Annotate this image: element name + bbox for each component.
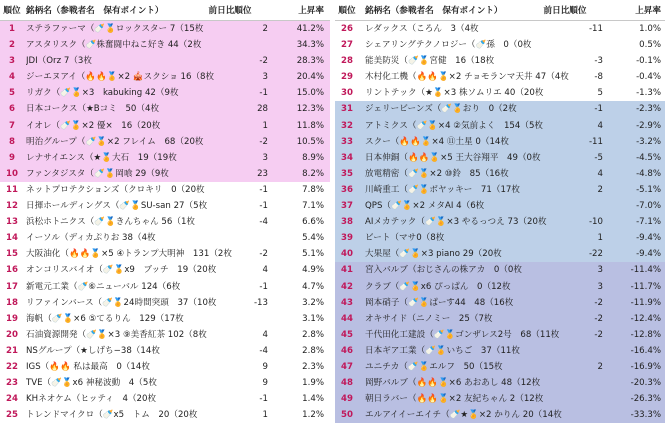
table-row	[335, 134, 665, 150]
stock-name-cell: 朝日ラバー（🔥🔥🏅×2 友紀ちゃん 2（12枚	[365, 394, 544, 405]
rank-cell: 10	[6, 168, 18, 179]
rise-rate-cell: -16.4%	[630, 345, 661, 356]
rank-change-cell: 3	[262, 152, 268, 163]
rank-cell: 27	[341, 40, 353, 51]
rank-change-cell: -22	[588, 249, 603, 260]
table-row	[0, 327, 330, 343]
rise-rate-cell: 1.4%	[302, 394, 324, 405]
rank-change-cell: -3	[594, 56, 603, 67]
rank-cell: 43	[341, 297, 353, 308]
header-change: 前日比順位	[208, 6, 252, 16]
rise-rate-cell: 2.3%	[302, 361, 324, 372]
stock-name-cell: レダックス（ころん 3（4枚	[365, 24, 479, 34]
table-row	[0, 359, 330, 375]
stock-name-cell: ステラファーマ（🍼🏅ロックスター 7（15枚	[26, 24, 204, 34]
table-row	[0, 118, 330, 134]
stock-name-cell: ビート（マサ0（8枚	[365, 233, 445, 244]
rise-rate-cell: -26.3%	[630, 394, 661, 405]
table-row	[335, 327, 665, 343]
rise-rate-cell: 12.3%	[296, 104, 324, 115]
rise-rate-cell: 6.6%	[302, 217, 324, 228]
rank-cell: 50	[341, 410, 353, 421]
stock-name-cell: イオレ（🍼🏅×2 優× 16（20枚	[26, 120, 161, 131]
rank-cell: 49	[341, 394, 353, 405]
stock-name-cell: レナサイエンス（★🏅大石 19（19枚	[26, 152, 177, 163]
rank-cell: 45	[341, 329, 353, 340]
rank-cell: 2	[9, 40, 15, 51]
rank-cell: 19	[6, 313, 18, 324]
rank-cell: 34	[341, 152, 353, 163]
rank-cell: 21	[6, 345, 18, 356]
rank-cell: 38	[341, 217, 353, 228]
rank-cell: 11	[6, 184, 18, 195]
rise-rate-cell: 1.0%	[639, 24, 661, 34]
rise-rate-cell: 8.2%	[302, 168, 324, 179]
stock-name-cell: リントテック（★🏅×3 株ソムリエ 40（20枚	[365, 88, 544, 99]
table-row	[335, 343, 665, 359]
rank-cell: 15	[6, 249, 18, 260]
stock-name-cell: アスタリスク（🍼株奮闘中ねこ好き 44（2枚	[26, 40, 202, 51]
rise-rate-cell: 2.8%	[302, 345, 324, 356]
rise-rate-cell: 7.1%	[302, 201, 324, 212]
table-row	[0, 101, 330, 117]
rank-cell: 1	[9, 24, 15, 34]
table-row	[335, 21, 665, 37]
table-row	[0, 295, 330, 311]
header-rank: 順位	[3, 6, 21, 16]
rise-rate-cell: -2.3%	[636, 104, 661, 115]
stock-name-cell: 川崎重工（🍼🏅ボヤッキー 71（17枚	[365, 184, 520, 195]
table-header-left	[0, 2, 330, 21]
rise-rate-cell: -4.5%	[636, 152, 661, 163]
table-row	[0, 343, 330, 359]
table-row	[335, 150, 665, 166]
rank-change-cell: 4	[262, 329, 268, 340]
rank-change-cell: -1	[259, 201, 268, 212]
table-row	[335, 118, 665, 134]
rank-cell: 22	[6, 361, 18, 372]
stock-name-cell: クラブ（🍼🏅x6 ぴっぱん 0（12枚	[365, 281, 511, 292]
rank-change-cell: -1	[259, 281, 268, 292]
table-row	[0, 166, 330, 182]
stock-name-cell: スクー（🔥🔥🏅×4 ⑪土星 0（14枚	[365, 136, 509, 147]
rise-rate-cell: 7.8%	[302, 184, 324, 195]
table-row	[0, 182, 330, 198]
stock-name-cell: 岡野バルブ（🔥🔥🏅×6 あおあし 48（12枚	[365, 378, 541, 389]
rise-rate-cell: 8.9%	[302, 152, 324, 163]
stock-name-cell: イーソル（ディカぷりお 38（4枚	[26, 233, 156, 244]
stock-name-cell: 大果屋（🍼🏅×3 piano 29（20枚	[365, 249, 502, 260]
table-row	[0, 150, 330, 166]
rank-cell: 7	[9, 120, 15, 131]
stock-name-cell: アトミクス（🍼🏅×4 ②気前よく 154（5枚	[365, 120, 544, 131]
stock-name-cell: エルアイイーエイチ（🍼★🏅×2 かりん 20（14枚	[365, 410, 562, 421]
stock-name-cell: 明治グループ（🍼🏅×2 フレイム 68（20枚	[26, 136, 204, 147]
rank-change-cell: 2	[597, 361, 603, 372]
header-change: 前日比順位	[543, 6, 587, 16]
ranking-table-right	[335, 2, 665, 423]
table-row	[335, 230, 665, 246]
rank-change-cell: -11	[588, 136, 603, 147]
stock-name-cell: NSグループ（★しげち−38（14枚	[26, 345, 160, 356]
table-row	[335, 262, 665, 278]
rank-change-cell: -11	[588, 24, 603, 34]
stock-name-cell: オンコリスバイオ（🍼🏅x9 ブッチ 19（20枚	[26, 265, 217, 276]
rise-rate-cell: -9.4%	[636, 249, 661, 260]
rank-cell: 47	[341, 361, 353, 372]
table-row	[0, 375, 330, 391]
rank-change-cell: -4	[259, 345, 268, 356]
table-row	[335, 375, 665, 391]
rank-change-cell: -2	[594, 297, 603, 308]
stock-name-cell: JDI（Orz 7（3枚	[26, 56, 92, 67]
stock-name-cell: 日本コークス（★Bコミ 50（4枚	[26, 104, 160, 115]
rank-cell: 23	[6, 378, 18, 389]
rank-cell: 3	[9, 56, 15, 67]
table-header-right	[335, 2, 665, 21]
rank-change-cell: 5	[597, 88, 603, 99]
rank-change-cell: 9	[262, 378, 268, 389]
table-row	[335, 101, 665, 117]
rank-change-cell: 9	[262, 361, 268, 372]
rank-cell: 35	[341, 168, 353, 179]
table-row	[335, 311, 665, 327]
rise-rate-cell: 2.8%	[302, 329, 324, 340]
table-row	[335, 85, 665, 101]
stock-name-cell: IGS（🔥🔥 私は最高 0（14枚	[26, 361, 150, 372]
rank-cell: 18	[6, 297, 18, 308]
rank-change-cell: -4	[259, 217, 268, 228]
rank-change-cell: -10	[588, 217, 603, 228]
rise-rate-cell: -3.2%	[636, 136, 661, 147]
rank-cell: 5	[9, 88, 15, 99]
rank-cell: 41	[341, 265, 353, 276]
rise-rate-cell: 1.9%	[302, 378, 324, 389]
table-row	[335, 359, 665, 375]
table-row	[335, 407, 665, 423]
stock-name-cell: 岡本硝子（🍼🏅ぱーす44 48（16枚	[365, 297, 514, 308]
stock-name-cell: 宮入バルブ（おじさんの株アカ 0（0枚	[365, 265, 522, 276]
stock-name-cell: TVE（🍼🏅x6 神秘波動 4（5枚	[26, 378, 157, 389]
rank-change-cell: -1	[594, 104, 603, 115]
table-row	[0, 262, 330, 278]
rise-rate-cell: -9.4%	[636, 233, 661, 244]
stock-name-cell: トレンドマイクロ（🍼x5 トム 20（20枚	[26, 410, 198, 421]
header-name: 銘柄名（参戦者名 保有ポイント）	[26, 6, 164, 16]
rank-change-cell: 2	[262, 24, 268, 34]
rank-cell: 17	[6, 281, 18, 292]
rank-cell: 31	[341, 104, 353, 115]
rank-change-cell: 1	[262, 120, 268, 131]
table-row	[0, 311, 330, 327]
rise-rate-cell: -20.3%	[630, 378, 661, 389]
table-row	[0, 85, 330, 101]
stock-name-cell: 新電元工業（🍼⑥ニューバル 124（6枚	[26, 281, 181, 292]
rise-rate-cell: 0.5%	[639, 40, 661, 51]
rank-cell: 42	[341, 281, 353, 292]
stock-name-cell: 浜松ホトニクス（🍼🏅きんちゃん 56（1枚	[26, 217, 196, 228]
rise-rate-cell: -5.1%	[636, 184, 661, 195]
rank-cell: 6	[9, 104, 15, 115]
rank-change-cell: 1	[262, 410, 268, 421]
rank-change-cell: 4	[597, 120, 603, 131]
rank-change-cell: 3	[597, 265, 603, 276]
header-name: 銘柄名（参戦者名 保有ポイント）	[365, 6, 503, 16]
rank-cell: 37	[341, 201, 353, 212]
stock-name-cell: 木村化工機（🔥🔥🏅×2 チョモランマ天井 47（4枚	[365, 72, 569, 83]
rank-cell: 30	[341, 88, 353, 99]
stock-name-cell: リファインバース（🍼🏅24時間突頭 37（10枚	[26, 297, 217, 308]
rank-cell: 44	[341, 313, 353, 324]
rank-change-cell: 28	[257, 104, 268, 115]
table-row	[0, 21, 330, 37]
rise-rate-cell: 28.3%	[296, 56, 324, 67]
stock-name-cell: シェアリングテクノロジー（🍼孫 0（0枚	[365, 40, 532, 51]
rise-rate-cell: -2.9%	[636, 120, 661, 131]
table-row	[335, 166, 665, 182]
rank-cell: 36	[341, 184, 353, 195]
rank-change-cell: 3	[262, 72, 268, 83]
table-row	[0, 230, 330, 246]
stock-name-cell: AIメカテック（🍼🏅×3 やるっつえ 73（20枚	[365, 217, 547, 228]
rank-change-cell: 3	[597, 281, 603, 292]
rank-cell: 32	[341, 120, 353, 131]
rise-rate-cell: -11.7%	[630, 281, 661, 292]
table-row	[0, 37, 330, 53]
table-row	[335, 53, 665, 69]
rank-cell: 25	[6, 410, 18, 421]
rank-cell: 26	[341, 24, 353, 34]
rise-rate-cell: 4.7%	[302, 281, 324, 292]
rank-cell: 8	[9, 136, 15, 147]
stock-name-cell: 石油資源開発（🍼🏅×3 ⑨美香紅茶 102（8枚	[26, 329, 207, 340]
stock-name-cell: ユニチカ（🍼🏅エルフ 50（15枚	[365, 361, 503, 372]
rise-rate-cell: -11.9%	[630, 297, 661, 308]
rise-rate-cell: -7.0%	[636, 201, 661, 212]
rise-rate-cell: -12.4%	[630, 313, 661, 324]
rank-change-cell: -13	[253, 297, 268, 308]
table-row	[0, 134, 330, 150]
header-rank: 順位	[338, 6, 356, 16]
rank-change-cell: -8	[594, 72, 603, 83]
stock-name-cell: ジェリービーンズ（🍼🏅おり 0（2枚	[365, 104, 517, 115]
rank-cell: 14	[6, 233, 18, 244]
rank-cell: 20	[6, 329, 18, 340]
rank-change-cell: -2	[594, 329, 603, 340]
rank-cell: 39	[341, 233, 353, 244]
rise-rate-cell: 10.5%	[296, 136, 324, 147]
stock-name-cell: 日揮ホールディングス（🍼🏅SU-san 27（5枚	[26, 201, 208, 212]
stock-name-cell: ファンタジスタ（🍼🏅岡喰 29（9枚	[26, 168, 169, 179]
rise-rate-cell: -7.1%	[636, 217, 661, 228]
table-row	[0, 246, 330, 262]
rise-rate-cell: 1.2%	[302, 410, 324, 421]
stock-name-cell: オキサイド（ニノミー 25（7枚	[365, 313, 493, 324]
rise-rate-cell: -0.1%	[636, 56, 661, 67]
rank-change-cell: -2	[259, 136, 268, 147]
rank-change-cell: -1	[259, 184, 268, 195]
header-rate: 上昇率	[635, 6, 661, 16]
rise-rate-cell: 3.2%	[302, 297, 324, 308]
stock-name-cell: 能美防災（🍼🏅宮健 16（18枚	[365, 56, 495, 67]
rank-change-cell: -5	[594, 152, 603, 163]
ranking-table-left	[0, 2, 330, 423]
rise-rate-cell: -0.4%	[636, 72, 661, 83]
rank-change-cell: 2	[597, 184, 603, 195]
rise-rate-cell: 41.2%	[296, 24, 324, 34]
stock-name-cell: 海帆（🍼🏅×6 ⑤てるりん 129（17枚	[26, 313, 184, 324]
stock-name-cell: ネットプロテクションズ（クロキリ 0（20枚	[26, 184, 205, 195]
rank-cell: 46	[341, 345, 353, 356]
rank-cell: 33	[341, 136, 353, 147]
table-row	[335, 214, 665, 230]
rank-cell: 48	[341, 378, 353, 389]
rise-rate-cell: 11.8%	[296, 120, 324, 131]
table-body-right	[335, 21, 665, 423]
table-row	[0, 214, 330, 230]
rise-rate-cell: -11.4%	[630, 265, 661, 276]
stock-name-cell: QPS（🍼🏅×2 メタAI 4（6枚	[365, 201, 485, 212]
table-row	[335, 391, 665, 407]
table-row	[335, 182, 665, 198]
rank-change-cell: 4	[597, 168, 603, 179]
rank-change-cell: 23	[257, 168, 268, 179]
rise-rate-cell: 34.3%	[296, 40, 324, 51]
rank-change-cell: -2	[594, 313, 603, 324]
rank-cell: 28	[341, 56, 353, 67]
table-row	[335, 246, 665, 262]
rank-cell: 12	[6, 201, 18, 212]
rank-cell: 40	[341, 249, 353, 260]
table-row	[0, 198, 330, 214]
rise-rate-cell: 5.4%	[302, 233, 324, 244]
stock-name-cell: 日本伸銅（🔥🔥🏅×5 王大谷翔平 49（0枚	[365, 152, 541, 163]
table-row	[0, 407, 330, 423]
rank-cell: 16	[6, 265, 18, 276]
table-row	[335, 295, 665, 311]
stock-name-cell: 日本ギア工業（🍼🏅いちご 37（11枚	[365, 345, 520, 356]
rise-rate-cell: -33.3%	[630, 410, 661, 421]
rise-rate-cell: -4.8%	[636, 168, 661, 179]
rank-cell: 4	[9, 72, 15, 83]
rank-change-cell: 1	[597, 233, 603, 244]
table-row	[0, 69, 330, 85]
stock-name-cell: ジーエヌアイ（🔥🔥🏅×2 🎪スクショ 16（8枚	[26, 72, 215, 83]
rank-change-cell: -2	[259, 56, 268, 67]
stock-name-cell: 大阪油化（🔥🔥🏅×5 ④トランプ大明神 131（2枚	[26, 249, 232, 260]
rank-cell: 24	[6, 394, 18, 405]
rise-rate-cell: -12.8%	[630, 329, 661, 340]
rise-rate-cell: 15.0%	[296, 88, 324, 99]
header-rate: 上昇率	[298, 6, 324, 16]
rise-rate-cell: -16.9%	[630, 361, 661, 372]
stock-name-cell: 放電精密（🍼🏅×2 ⑩鈴 85（16枚	[365, 168, 509, 179]
rank-change-cell: 4	[262, 265, 268, 276]
rise-rate-cell: 5.1%	[302, 249, 324, 260]
table-row	[335, 198, 665, 214]
rank-cell: 13	[6, 217, 18, 228]
table-row	[0, 279, 330, 295]
rise-rate-cell: -1.3%	[636, 88, 661, 99]
rank-cell: 29	[341, 72, 353, 83]
rise-rate-cell: 20.4%	[296, 72, 324, 83]
rise-rate-cell: 4.9%	[302, 265, 324, 276]
table-row	[335, 37, 665, 53]
table-body-left	[0, 21, 330, 423]
rank-change-cell: -1	[259, 88, 268, 99]
stock-name-cell: 千代田化工建設（🍼🏅ゴンザレス2号 68（11枚	[365, 329, 560, 340]
rank-cell: 9	[9, 152, 15, 163]
table-row	[335, 69, 665, 85]
stock-name-cell: KHネオケム（ヒッティ 4（20枚	[26, 394, 157, 405]
table-row	[0, 391, 330, 407]
rise-rate-cell: 3.1%	[302, 313, 324, 324]
stock-name-cell: リガク（🍼🏅×3 kabuking 42（9枚	[26, 88, 179, 99]
table-row	[0, 53, 330, 69]
table-row	[335, 279, 665, 295]
rank-change-cell: -1	[259, 394, 268, 405]
rank-change-cell: -2	[259, 249, 268, 260]
